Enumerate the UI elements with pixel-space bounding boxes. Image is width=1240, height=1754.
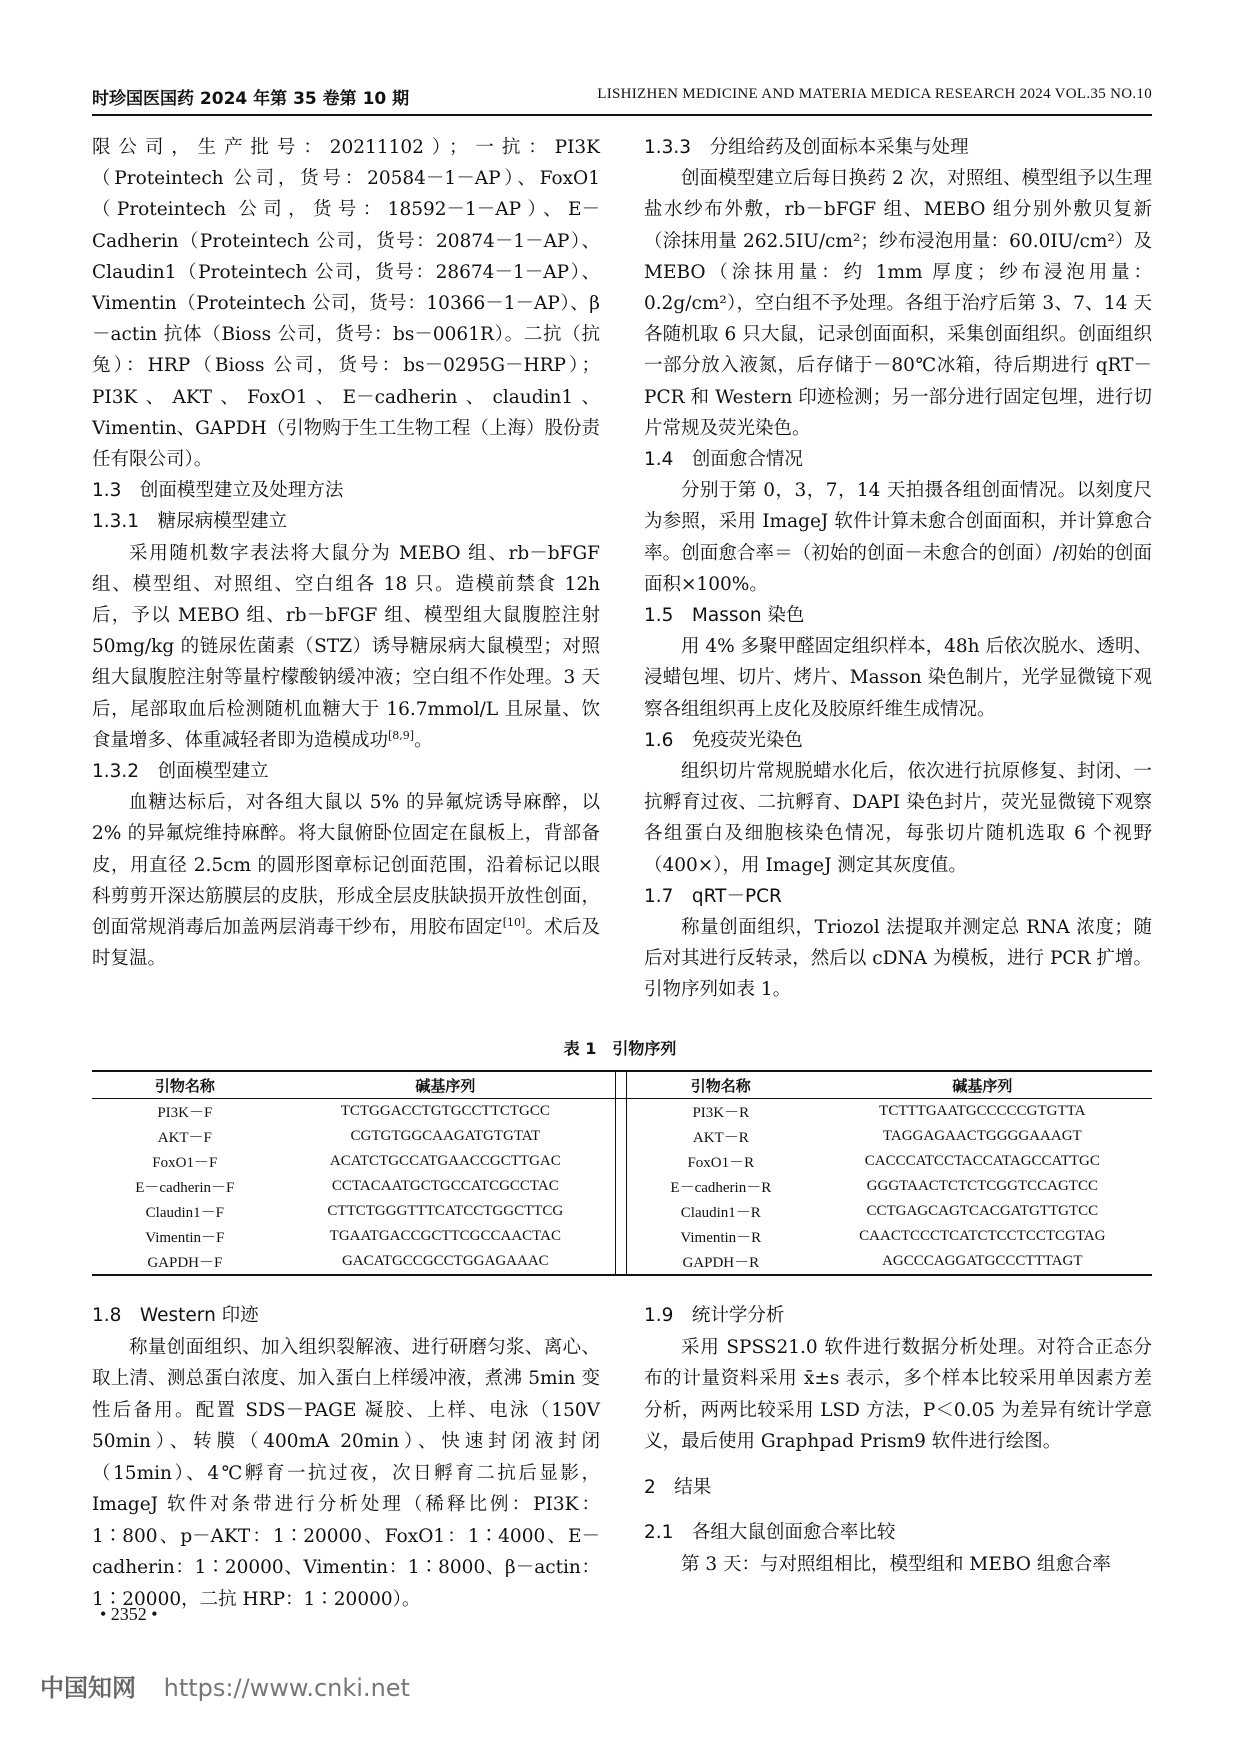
section-heading-1-3-1: 1.3.1 糖尿病模型建立 xyxy=(92,511,288,533)
header-sequence: 碱基序列 xyxy=(415,1076,476,1095)
table-row xyxy=(92,1174,1152,1199)
section-heading-1-3-3: 1.3.3 分组给药及创面标本采集与处理 xyxy=(644,137,969,158)
column-divider xyxy=(615,1224,627,1249)
healing-paragraph: 分别于第 0，3，7，14 天拍摄各组创面情况。以刻度尺为参照，采用 ImageJ 软件计算未愈合创面面积，并计算愈合率。创面愈合率＝（初始的创面－未愈合的创面）/初始的创面面积×100%。 xyxy=(644,480,1152,595)
primer-table xyxy=(92,1070,1152,1276)
citation-8-9[interactable]: [8,9] xyxy=(388,728,415,742)
column-divider xyxy=(615,1124,627,1149)
table-row xyxy=(92,1149,1152,1174)
cnki-url[interactable]: https://www.cnki.net xyxy=(163,1674,410,1702)
primer-name-f: PI3K－F xyxy=(157,1105,213,1121)
section-heading-2: 2 结果 xyxy=(644,1476,712,1498)
section-heading-1-6: 1.6 免疫荧光染色 xyxy=(644,729,803,751)
primer-name-f: Vimentin－F xyxy=(145,1230,225,1246)
table-header-row xyxy=(92,1072,1152,1098)
table-caption: 表 1 引物序列 xyxy=(563,1039,677,1058)
sequence-f: CCTACAATGCTGCCATCGCCTAC xyxy=(331,1178,559,1194)
qrtpcr-paragraph: 称量创面组织，Triozol 法提取并测定总 RNA 浓度；随后对其进行反转录，然后以 cDNA 为模板，进行 PCR 扩增。引物序列如表 1。 xyxy=(644,917,1152,1001)
section-heading-1-7: 1.7 qRT－PCR xyxy=(644,885,782,907)
wound-model-paragraph xyxy=(92,787,600,974)
cnki-brand: 中国知网 xyxy=(40,1674,136,1702)
right-column xyxy=(644,132,1152,1006)
primer-name-r: GAPDH－R xyxy=(682,1255,760,1271)
header-primer-name: 引物名称 xyxy=(690,1076,751,1095)
section-heading-1-4: 1.4 创面愈合情况 xyxy=(644,449,803,471)
table-row xyxy=(92,1249,1152,1274)
section-heading-1-5: 1.5 Masson 染色 xyxy=(644,605,805,627)
column-divider xyxy=(615,1072,627,1098)
treatment-paragraph: 创面模型建立后每日换药 2 次，对照组、模型组予以生理盐水纱布外敷，rb－bFGF 组、MEBO 组分别外敷贝复新（涂抹用量 262.5IU/cm²；纱布浸泡用量：60.0IU/cm²）及 MEBO（涂抹用量：约 1mm 厚度；纱布浸泡用量：0.2g/cm²），空白组不予处理。各组于治疗后第 3、7、14 天各随机取 6 只大鼠，记录创面面积，采集创面组织。创面组织一部分放入液氮，后存储于－80℃冰箱，待后期进行 qRT－PCR 和 Western 印迹检测；另一部分进行固定包埋，进行切片常规及荧光染色。 xyxy=(644,168,1152,439)
header-rule xyxy=(92,114,1152,116)
sequence-r: GGGTAACTCTCTCGGTCCAGTCC xyxy=(866,1178,1098,1194)
cnki-watermark xyxy=(40,1668,410,1703)
sequence-f: CTTCTGGGTTTCATCCTGGCTTCG xyxy=(327,1203,564,1219)
column-divider xyxy=(615,1249,627,1274)
running-header xyxy=(92,84,1152,114)
period: 。 xyxy=(414,729,433,751)
primer-name-r: FoxO1－R xyxy=(687,1155,755,1171)
sequence-f: TGAATGACCGCTTCGCCAACTAC xyxy=(329,1228,561,1244)
statistics-paragraph: 采用 SPSS21.0 软件进行数据分析处理。对符合正态分布的计量资料采用 x̄±s 表示，多个样本比较采用单因素方差分析，两两比较采用 LSD 方法，P＜0.05 为差异有统计学意义，最后使用 Graphpad Prism9 软件进行绘图。 xyxy=(644,1336,1152,1452)
sequence-r: CCTGAGCAGTCACGATGTTGTCC xyxy=(866,1203,1099,1219)
table-bottom-rule xyxy=(92,1274,1152,1276)
table-row xyxy=(92,1199,1152,1224)
primer-name-r: Vimentin－R xyxy=(680,1230,762,1246)
header-sequence: 碱基序列 xyxy=(952,1076,1013,1095)
sequence-r: CACCCATCCTACCATAGCCATTGC xyxy=(864,1153,1100,1169)
primer-name-r: E－cadherin－R xyxy=(670,1180,772,1196)
sequence-r: AGCCCAGGATGCCCTTTAGT xyxy=(882,1253,1083,1269)
primer-name-r: Claudin1－R xyxy=(680,1205,761,1221)
wound-model-end: 。术后及时复温。 xyxy=(92,917,600,970)
wound-model-text: 血糖达标后，对各组大鼠以 5% 的异氟烷诱导麻醉，以 2% 的异氟烷维持麻醉。将大鼠俯卧位固定在鼠板上，背部备皮，用直径 2.5cm 的圆形图章标记创面范围，沿着标记以眼科剪剪开深达筋膜层的皮肤，形成全层皮肤缺损开放性创面，创面常规消毒后加盖两层消毒干纱布，用胶布固定 xyxy=(92,792,600,939)
materials-paragraph: 限公司，生产批号：20211102）；一抗：PI3K（Proteintech 公司，货号：20584－1－AP）、FoxO1（Proteintech 公司，货号：18592－1－AP）、E－Cadherin（Proteintech 公司，货号：20874－1－AP）、Claudin1（Proteintech 公司，货号：28674－1－AP）、Vimentin（Proteintech 公司，货号：10366－1－AP）、β－actin 抗体（Bioss 公司，货号：bs－0061R）。二抗（抗兔）：HRP（Bioss 公司，货号：bs－0295G－HRP）；PI3K、AKT、FoxO1、E－cadherin、claudin1、Vimentin、GAPDH（引物购于生工生物工程（上海）股份责任有限公司）。 xyxy=(92,137,600,471)
journal-title-en: LISHIZHEN MEDICINE AND MATERIA MEDICA RESEARCH 2024 VOL.35 NO.10 xyxy=(597,86,1152,102)
page-number: • 2352 • xyxy=(100,1604,158,1624)
table-row xyxy=(92,1124,1152,1149)
sequence-f: GACATGCCGCCTGGAGAAAC xyxy=(341,1253,549,1269)
journal-title-cn: 时珍国医国药 2024 年第 35 卷第 10 期 xyxy=(92,89,410,109)
section-heading-1-8: 1.8 Western 印迹 xyxy=(92,1305,259,1326)
lower-right-column xyxy=(644,1300,1152,1580)
section-heading-1-9: 1.9 统计学分析 xyxy=(644,1305,785,1326)
primer-name-f: FoxO1－F xyxy=(152,1155,218,1171)
citation-10[interactable]: [10] xyxy=(502,915,526,929)
sequence-f: TCTGGACCTGTGCCTTCTGCC xyxy=(340,1103,550,1119)
immunofluorescence-paragraph: 组织切片常规脱蜡水化后，依次进行抗原修复、封闭、一抗孵育过夜、二抗孵育、DAPI 染色封片，荧光显微镜下观察各组蛋白及细胞核染色情况，每张切片随机选取 6 个视野（400×），用 ImageJ 测定其灰度值。 xyxy=(644,761,1152,876)
column-divider xyxy=(615,1174,627,1199)
lower-left-column xyxy=(92,1300,600,1615)
header-primer-name: 引物名称 xyxy=(154,1076,215,1095)
sequence-r: TCTTTGAATGCCCCCGTGTTA xyxy=(879,1103,1086,1119)
sequence-r: TAGGAGAACTGGGGAAAGT xyxy=(882,1128,1082,1144)
left-column xyxy=(92,132,600,974)
table-body xyxy=(92,1099,1152,1274)
primer-name-f: AKT－F xyxy=(157,1130,212,1146)
table-row xyxy=(92,1224,1152,1249)
diabetes-model-paragraph xyxy=(92,538,600,756)
sequence-f: ACATCTGCCATGAACCGCTTGAC xyxy=(329,1153,561,1169)
section-heading-2-1: 2.1 各组大鼠创面愈合率比较 xyxy=(644,1522,896,1543)
section-heading-1-3: 1.3 创面模型建立及处理方法 xyxy=(92,480,344,502)
primer-name-f: Claudin1－F xyxy=(145,1205,224,1221)
sequence-f: CGTGTGGCAAGATGTGTAT xyxy=(350,1128,541,1144)
primer-name-r: AKT－R xyxy=(692,1130,749,1146)
sequence-r: CAACTCCCTCATCTCCTCCTCGTAG xyxy=(859,1228,1106,1244)
section-heading-1-3-2: 1.3.2 创面模型建立 xyxy=(92,761,269,783)
masson-paragraph: 用 4% 多聚甲醛固定组织样本，48h 后依次脱水、透明、浸蜡包埋、切片、烤片、Masson 染色制片，光学显微镜下观察各组组织再上皮化及胶原纤维生成情况。 xyxy=(644,636,1152,720)
results-paragraph: 第 3 天：与对照组相比，模型组和 MEBO 组愈合率 xyxy=(681,1553,1111,1575)
column-divider xyxy=(615,1099,627,1124)
table-row xyxy=(92,1099,1152,1124)
western-paragraph: 称量创面组织、加入组织裂解液、进行研磨匀浆、离心、取上清、测总蛋白浓度、加入蛋白上样缓冲液，煮沸 5min 变性后备用。配置 SDS－PAGE 凝胶、上样、电泳（150V 50min）、转膜（400mA 20min）、快速封闭液封闭（15min）、4℃孵育一抗过夜，次日孵育二抗后显影，ImageJ 软件对条带进行分析处理（稀释比例：PI3K：1∶800、p－AKT：1∶20000、FoxO1：1∶4000、E－cadherin：1∶20000、Vimentin：1∶8000、β－actin：1∶20000，二抗 HRP：1∶20000）。 xyxy=(92,1336,600,1610)
primer-name-f: E－cadherin－F xyxy=(135,1180,235,1196)
primer-name-r: PI3K－R xyxy=(692,1105,750,1121)
diabetes-model-text: 采用随机数字表法将大鼠分为 MEBO 组、rb－bFGF 组、模型组、对照组、空白组各 18 只。造模前禁食 12h 后，予以 MEBO 组、rb－bFGF 组、模型组大鼠腹腔注射 50mg/kg 的链尿佐菌素（STZ）诱导糖尿病大鼠模型；对照组大鼠腹腔注射等量柠檬酸钠缓冲液；空白组不作处理。3 天后，尾部取血后检测随机血糖大于 16.7mmol/L 且尿量、饮食量增多、体重减轻者即为造模成功 xyxy=(92,542,600,751)
column-divider xyxy=(615,1149,627,1174)
column-divider xyxy=(615,1199,627,1224)
primer-name-f: GAPDH－F xyxy=(147,1255,223,1271)
